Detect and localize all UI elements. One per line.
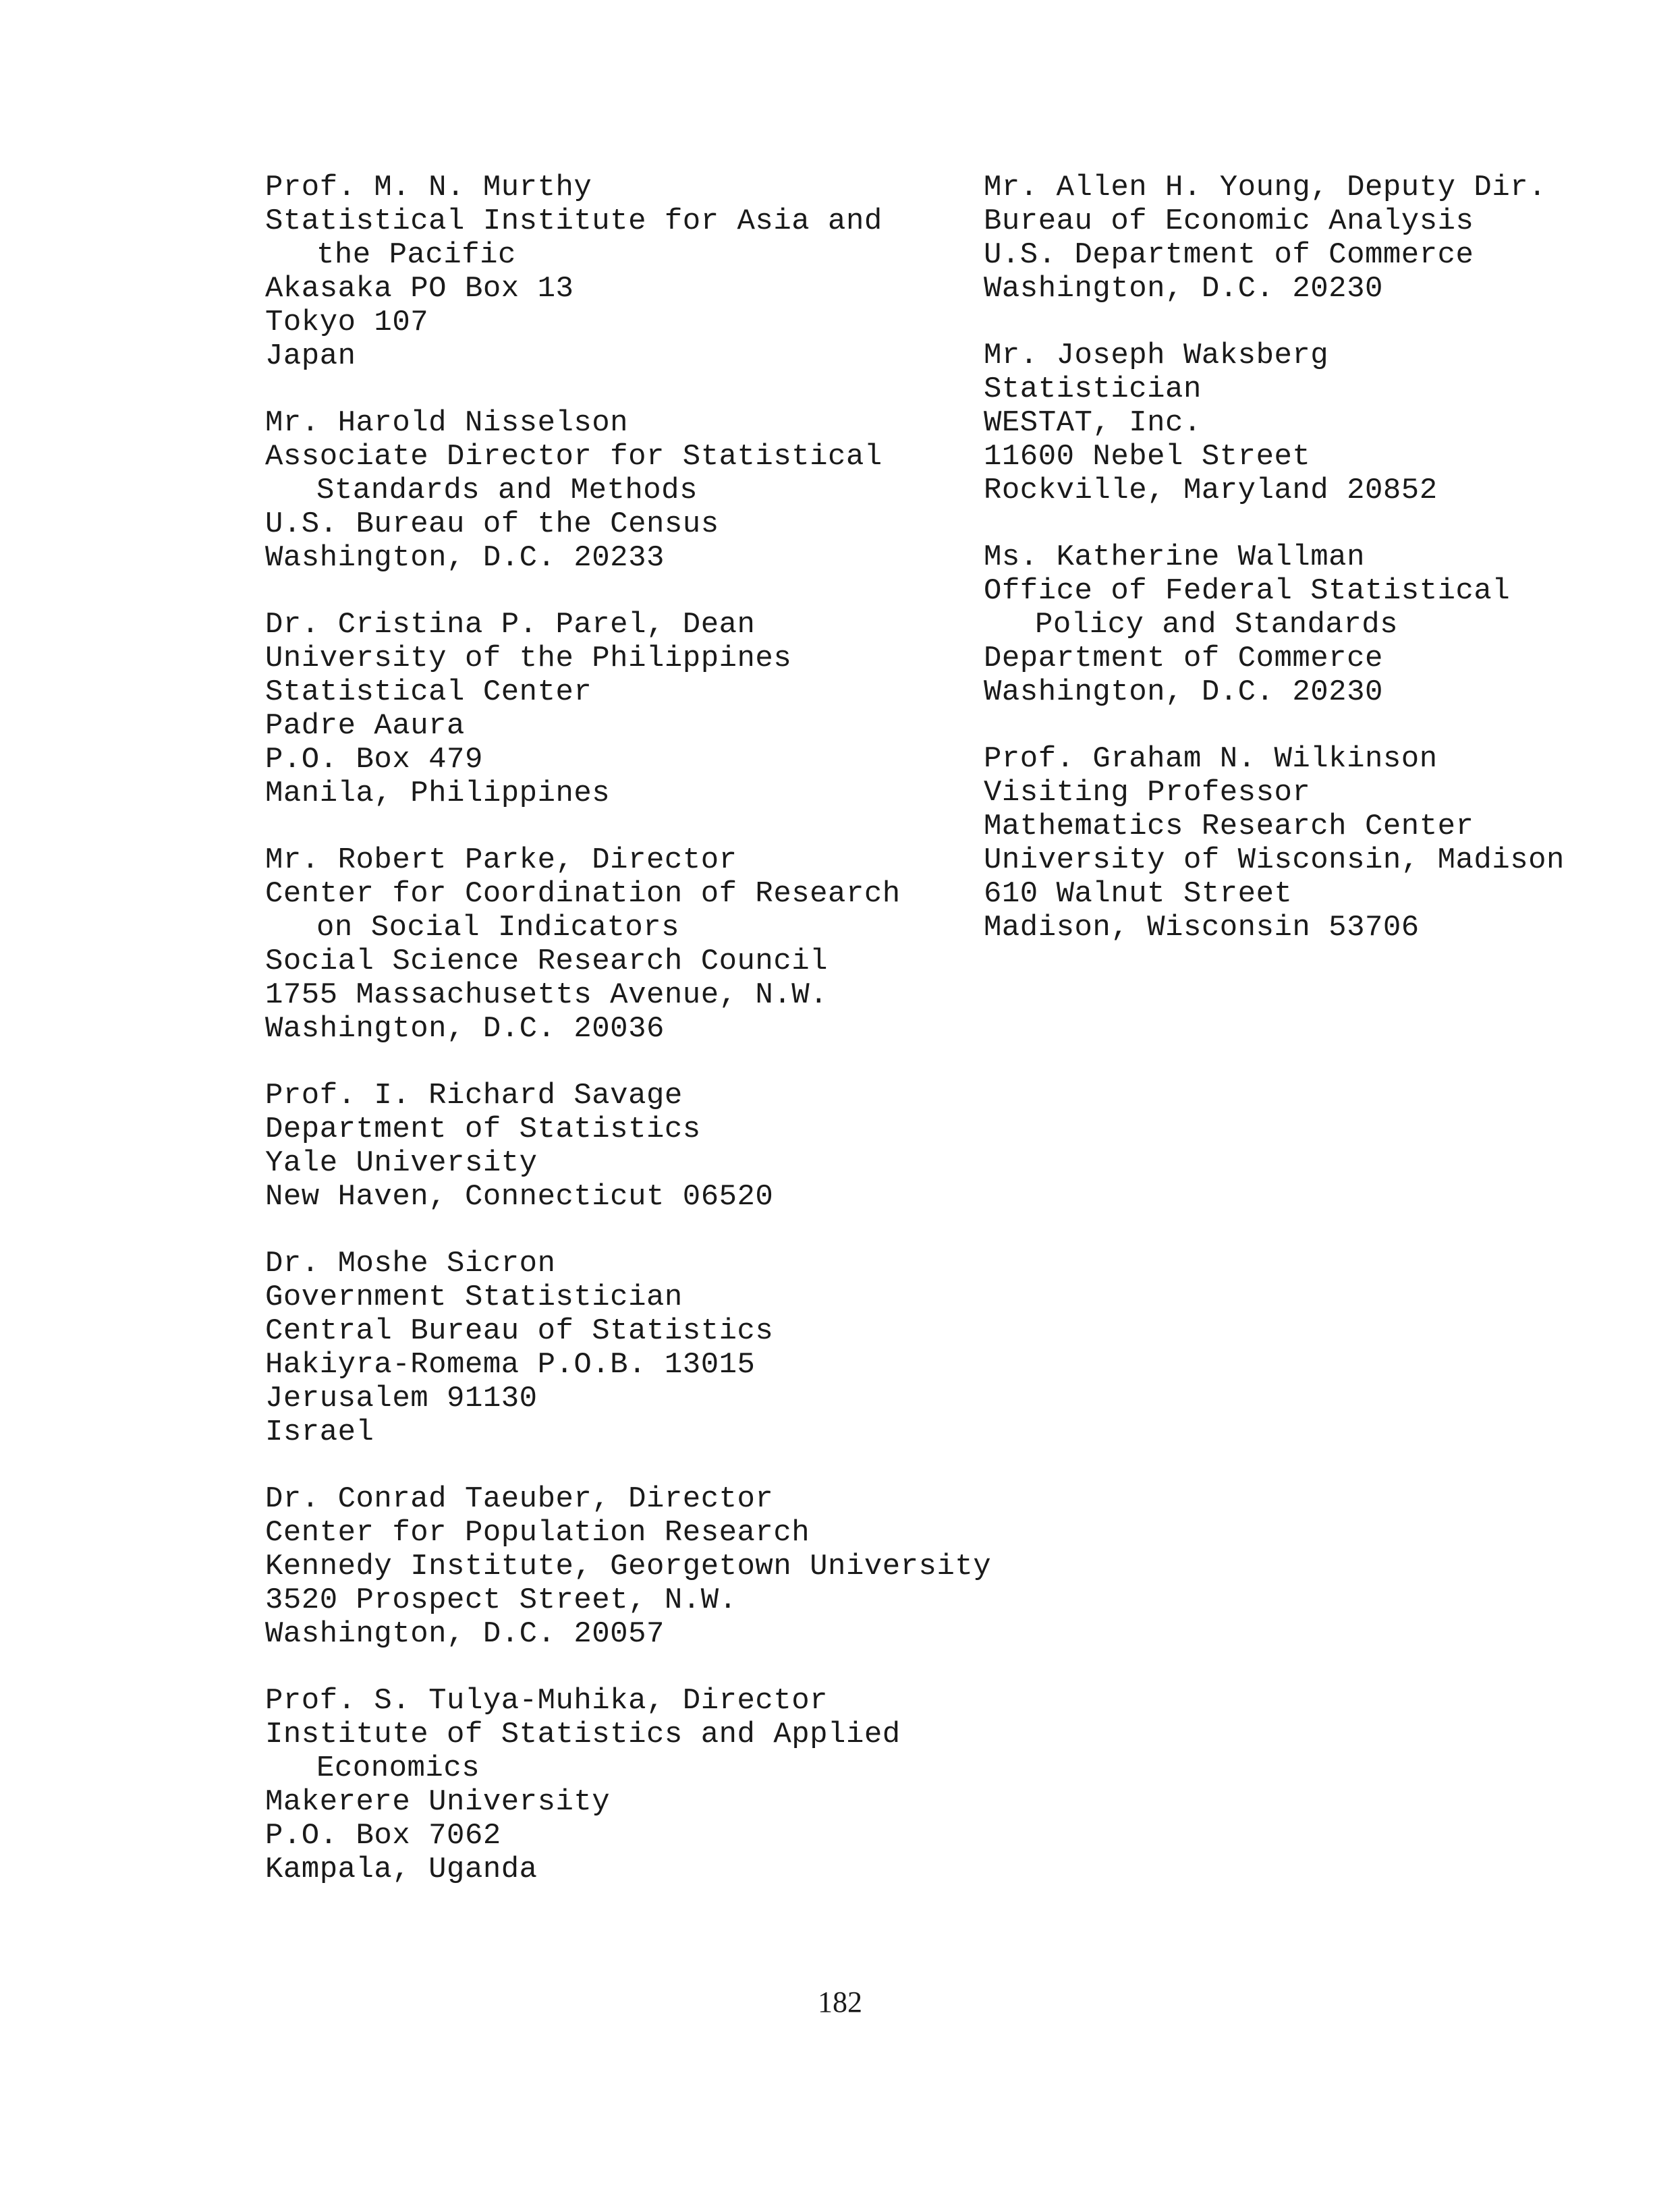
address-line: Office of Federal Statistical: [984, 574, 1511, 608]
address-line: Makerere University: [265, 1785, 611, 1819]
address-line: Washington, D.C. 20036: [265, 1012, 665, 1046]
entry-name-line: Prof. M. N. Murthy: [265, 171, 592, 204]
address-line: Hakiyra-Romema P.O.B. 13015: [265, 1348, 756, 1382]
address-line: Institute of Statistics and Applied: [265, 1718, 901, 1751]
address-line: U.S. Bureau of the Census: [265, 507, 719, 541]
address-entry: [265, 1482, 992, 1651]
entry-name-line: Mr. Joseph Waksberg: [984, 339, 1329, 372]
address-entry: [265, 406, 980, 575]
address-entry: [984, 339, 1591, 507]
address-line: New Haven, Connecticut 06520: [265, 1180, 774, 1214]
address-entry: [265, 608, 980, 810]
address-line: Washington, D.C. 20057: [265, 1617, 665, 1651]
address-line: Statistical Center: [265, 675, 592, 709]
address-line: P.O. Box 479: [265, 743, 483, 777]
address-line: Central Bureau of Statistics: [265, 1314, 774, 1348]
address-line: Japan: [265, 339, 356, 373]
address-line: Government Statistician: [265, 1281, 683, 1314]
address-line: Israel: [265, 1415, 374, 1449]
address-entry: [984, 742, 1591, 945]
address-entry: [265, 843, 980, 1046]
entry-name-line: Dr. Moshe Sicron: [265, 1247, 556, 1281]
address-line: Center for Population Research: [265, 1516, 810, 1550]
address-line: Kennedy Institute, Georgetown University: [265, 1550, 992, 1583]
left-address-column: [265, 171, 992, 1919]
right-address-column: [984, 171, 1591, 978]
entry-name-line: Prof. I. Richard Savage: [265, 1079, 683, 1113]
address-line: Standards and Methods: [316, 474, 698, 507]
entry-name-line: Ms. Katherine Wallman: [984, 540, 1365, 574]
address-line: Visiting Professor: [984, 776, 1311, 810]
entry-name-line: Prof. S. Tulya-Muhika, Director: [265, 1684, 829, 1718]
entry-name-line: Prof. Graham N. Wilkinson: [984, 742, 1438, 776]
entry-name-line: Mr. Allen H. Young, Deputy Dir.: [984, 171, 1547, 204]
address-line: U.S. Department of Commerce: [984, 238, 1474, 272]
address-line: Jerusalem 91130: [265, 1382, 538, 1415]
address-line: on Social Indicators: [316, 911, 680, 945]
address-line: Washington, D.C. 20233: [265, 541, 665, 575]
address-line: Social Science Research Council: [265, 945, 829, 978]
entry-name-line: Dr. Cristina P. Parel, Dean: [265, 608, 756, 642]
address-line: University of Wisconsin, Madison: [984, 843, 1565, 877]
address-line: Akasaka PO Box 13: [265, 272, 574, 306]
address-line: University of the Philippines: [265, 642, 792, 675]
address-entry: [265, 1079, 980, 1214]
address-entry: [265, 1684, 980, 1886]
address-line: 11600 Nebel Street: [984, 440, 1311, 474]
address-line: Bureau of Economic Analysis: [984, 204, 1474, 238]
address-entry: [265, 1247, 980, 1449]
address-line: Kampala, Uganda: [265, 1853, 538, 1886]
address-line: Washington, D.C. 20230: [984, 272, 1383, 306]
address-line: Manila, Philippines: [265, 777, 611, 810]
address-line: 1755 Massachusetts Avenue, N.W.: [265, 978, 829, 1012]
entry-name-line: Mr. Robert Parke, Director: [265, 843, 737, 877]
entry-name-line: Mr. Harold Nisselson: [265, 406, 629, 440]
address-line: Center for Coordination of Research: [265, 877, 901, 911]
address-line: P.O. Box 7062: [265, 1819, 501, 1853]
address-entry: [265, 171, 980, 373]
address-line: Yale University: [265, 1146, 538, 1180]
address-line: 610 Walnut Street: [984, 877, 1293, 911]
address-line: Department of Statistics: [265, 1113, 701, 1146]
page-number: 182: [818, 1986, 862, 2019]
entry-name-line: Dr. Conrad Taeuber, Director: [265, 1482, 774, 1516]
address-line: WESTAT, Inc.: [984, 406, 1202, 440]
address-line: Rockville, Maryland 20852: [984, 474, 1438, 507]
address-line: Associate Director for Statistical: [265, 440, 883, 474]
address-line: Policy and Standards: [1035, 608, 1399, 642]
address-line: Washington, D.C. 20230: [984, 675, 1383, 709]
address-line: Department of Commerce: [984, 642, 1383, 675]
address-line: Economics: [316, 1751, 480, 1785]
address-line: Madison, Wisconsin 53706: [984, 911, 1420, 945]
address-line: Tokyo 107: [265, 306, 429, 339]
address-line: Statistical Institute for Asia and: [265, 204, 883, 238]
address-entry: [984, 540, 1591, 709]
address-line: Mathematics Research Center: [984, 810, 1474, 843]
address-line: 3520 Prospect Street, N.W.: [265, 1583, 737, 1617]
address-line: the Pacific: [316, 238, 516, 272]
address-line: Statistician: [984, 372, 1202, 406]
address-line: Padre Aaura: [265, 709, 465, 743]
address-entry: [984, 171, 1591, 306]
